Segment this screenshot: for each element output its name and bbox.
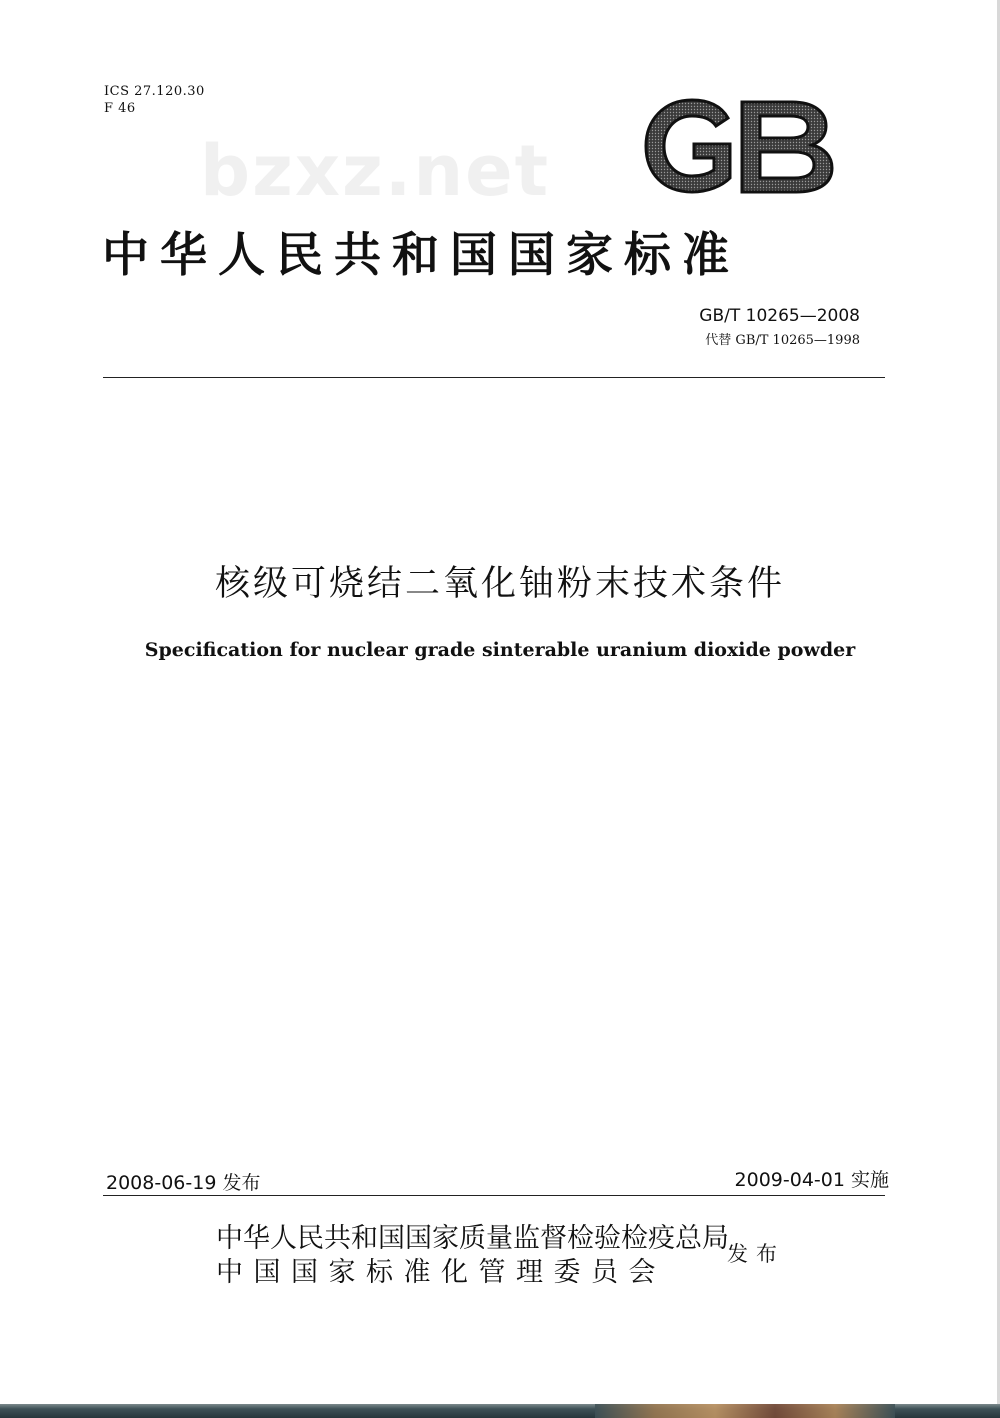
publishers [216, 1222, 729, 1290]
publisher-sac: 中国国家标准化管理委员会 [216, 1257, 666, 1288]
gb-logo-icon [642, 96, 834, 196]
document-title-zh: 核级可烧结二氧化铀粉末技术条件 [214, 564, 785, 604]
bottom-divider [103, 1195, 885, 1196]
national-standard-title: 中华人民共和国国家标准 [102, 228, 740, 283]
document-title-en: Specification for nuclear grade sinterable uranium dioxide powder [144, 639, 856, 661]
watermark: bzxz.net [200, 130, 551, 212]
bottom-strip [0, 1404, 1000, 1418]
top-divider [103, 377, 885, 378]
issue-date: 2008-06-19 发布 [106, 1172, 261, 1194]
ics-code: ICS 27.120.30 [104, 84, 205, 99]
classification-codes [104, 83, 205, 117]
standard-number: GB/T 10265—2008 [699, 306, 860, 326]
publisher-aqsiq: 中华人民共和国国家质量监督检验检疫总局 [216, 1223, 729, 1254]
implementation-date: 2009-04-01 实施 [734, 1169, 889, 1191]
bottom-decoration [595, 1404, 895, 1418]
replaced-standard: 代替 GB/T 10265—1998 [705, 333, 860, 348]
publish-label: 发布 [727, 1242, 785, 1266]
ccs-code: F 46 [104, 101, 136, 116]
